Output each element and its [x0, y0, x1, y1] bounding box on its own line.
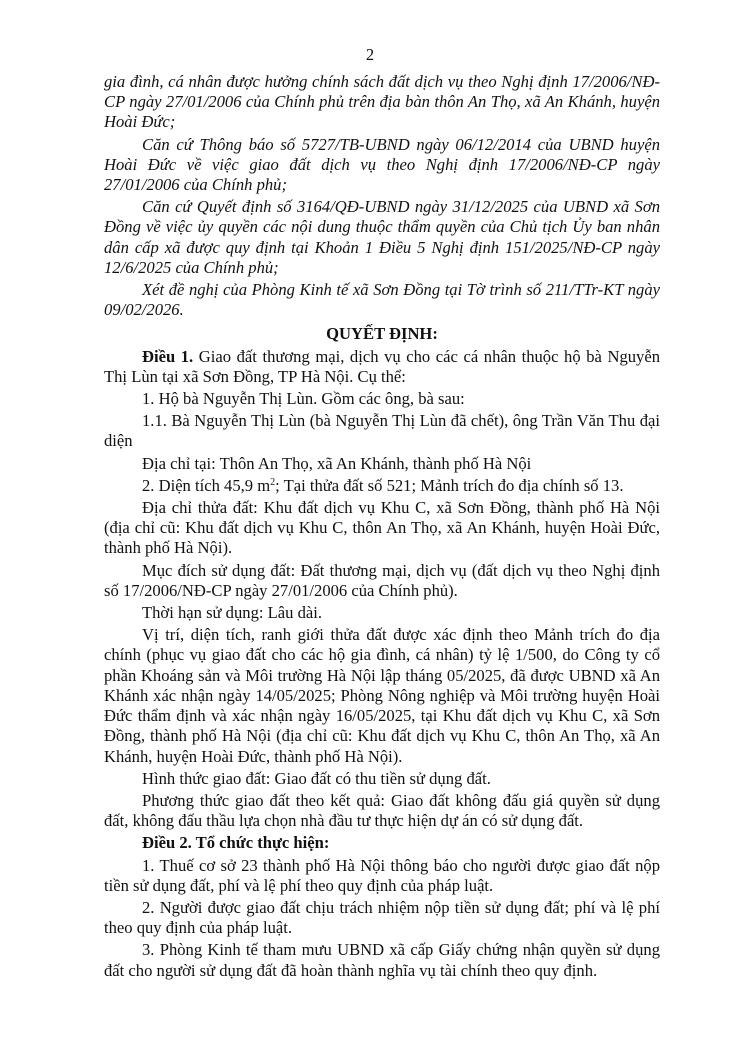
- article-2-item-1: 1. Thuế cơ sở 23 thành phố Hà Nội thông báo cho người được giao đất nộp tiền sử dụng đất, phí và lệ phí theo quy định của pháp luật.: [104, 855, 660, 895]
- article-2-heading: [104, 833, 660, 853]
- article-1-location: Vị trí, diện tích, ranh giới thửa đất được xác định theo Mảnh trích đo địa chính (phục vụ giao đất cho các hộ gia đình, cá nhân) tỷ lệ 1/500, do Công ty cổ phần Khoáng sản và Môi trường Hà Nội lập tháng 05/2025, đã được UBND xã An Khánh xác nhận ngày 14/05/2025; Phòng Nông nghiệp và Môi trường huyện Hoài Đức thẩm định và xác nhận ngày 16/05/2025, tại Khu đất dịch vụ Khu C, xã Sơn Đồng, thành phố Hà Nội (địa chỉ cũ: Khu đất dịch vụ Khu C, thôn An Thọ, xã An Khánh, huyện Hoài Đức, thành phố Hà Nội).: [104, 625, 660, 766]
- article-1-intro: [104, 347, 660, 387]
- article-2-item-3: 3. Phòng Kinh tế tham mưu UBND xã cấp Giấy chứng nhận quyền sử dụng đất cho người sử dụng đất đã hoàn thành nghĩa vụ tài chính theo quy định.: [104, 940, 660, 980]
- area-parcel-text: ; Tại thửa đất số 521; Mảnh trích đo địa chính số 13.: [275, 475, 624, 495]
- document-body: [104, 72, 660, 983]
- article-1-purpose: Mục đích sử dụng đất: Đất thương mại, dịch vụ (đất dịch vụ theo Nghị định số 17/2006/NĐ-CP ngày 27/01/2006 của Chính phủ).: [104, 560, 660, 600]
- page-number: 2: [365, 45, 375, 64]
- article-1-label: Điều 1.: [142, 346, 194, 366]
- article-1-address: Địa chỉ tại: Thôn An Thọ, xã An Khánh, thành phố Hà Nội: [142, 453, 532, 473]
- article-2-item-2: 2. Người được giao đất chịu trách nhiệm nộp tiền sử dụng đất; phí và lệ phí theo quy định của pháp luật.: [104, 897, 660, 938]
- article-1-area: [104, 476, 660, 496]
- article-1-term: Thời hạn sử dụng: Lâu dài.: [142, 603, 322, 623]
- article-1-form: Hình thức giao đất: Giao đất có thu tiền sử dụng đất.: [142, 768, 491, 788]
- article-1-method: Phương thức giao đất theo kết quả: Giao đất không đấu giá quyền sử dụng đất, không đấu thầu lựa chọn nhà đầu tư thực hiện dự án có sử dụng đất.: [104, 790, 660, 831]
- article-1-parcel-address: Địa chỉ thửa đất: Khu đất dịch vụ Khu C, xã Sơn Đồng, thành phố Hà Nội (địa chỉ cũ: Khu đất dịch vụ Khu C, thôn An Thọ, xã An Khánh, huyện Hoài Đức, thành phố Hà Nội).: [104, 498, 660, 558]
- article-1-intro-text: Giao đất thương mại, dịch vụ cho các cá nhân thuộc hộ bà Nguyễn Thị Lùn tại xã Sơn Đồng, TP Hà Nội. Cụ thể:: [104, 346, 660, 386]
- preamble-paragraph-3: Căn cứ Quyết định số 3164/QĐ-UBND ngày 31/12/2025 của UBND xã Sơn Đồng về việc ủy quyền các nội dung thuộc thẩm quyền của Chủ tịch Ủy ban nhân dân cấp xã được quy định tại Khoản 1 Điều 5 Nghị định 151/2025/NĐ-CP ngày 12/6/2025 của Chính phủ;: [104, 197, 660, 277]
- area-superscript: 2: [270, 476, 276, 488]
- preamble-paragraph-4: Xét đề nghị của Phòng Kinh tế xã Sơn Đồng tại Tờ trình số 211/TTr-KT ngày 09/02/2026.: [104, 280, 660, 320]
- article-1-item-1: 1. Hộ bà Nguyễn Thị Lùn. Gồm các ông, bà sau:: [142, 389, 465, 409]
- area-text: 2. Diện tích 45,9 m: [142, 475, 271, 495]
- article-1-item-1-1: 1.1. Bà Nguyễn Thị Lùn (bà Nguyễn Thị Lùn đã chết), ông Trần Văn Thu đại diện: [104, 411, 660, 451]
- preamble-paragraph-1: gia đình, cá nhân được hưởng chính sách đất dịch vụ theo Nghị định 17/2006/NĐ-CP ngày 27/01/2006 của Chính phủ trên địa bàn thôn An Thọ, xã An Khánh, huyện Hoài Đức;: [104, 72, 660, 132]
- preamble-paragraph-2: Căn cứ Thông báo số 5727/TB-UBND ngày 06/12/2014 của UBND huyện Hoài Đức về việc giao đất dịch vụ theo Nghị định 17/2006/NĐ-CP ngày 27/01/2006 của Chính phủ;: [104, 134, 660, 195]
- article-2-heading-text: Điều 2. Tổ chức thực hiện:: [142, 833, 330, 853]
- decision-heading: QUYẾT ĐỊNH:: [326, 324, 438, 344]
